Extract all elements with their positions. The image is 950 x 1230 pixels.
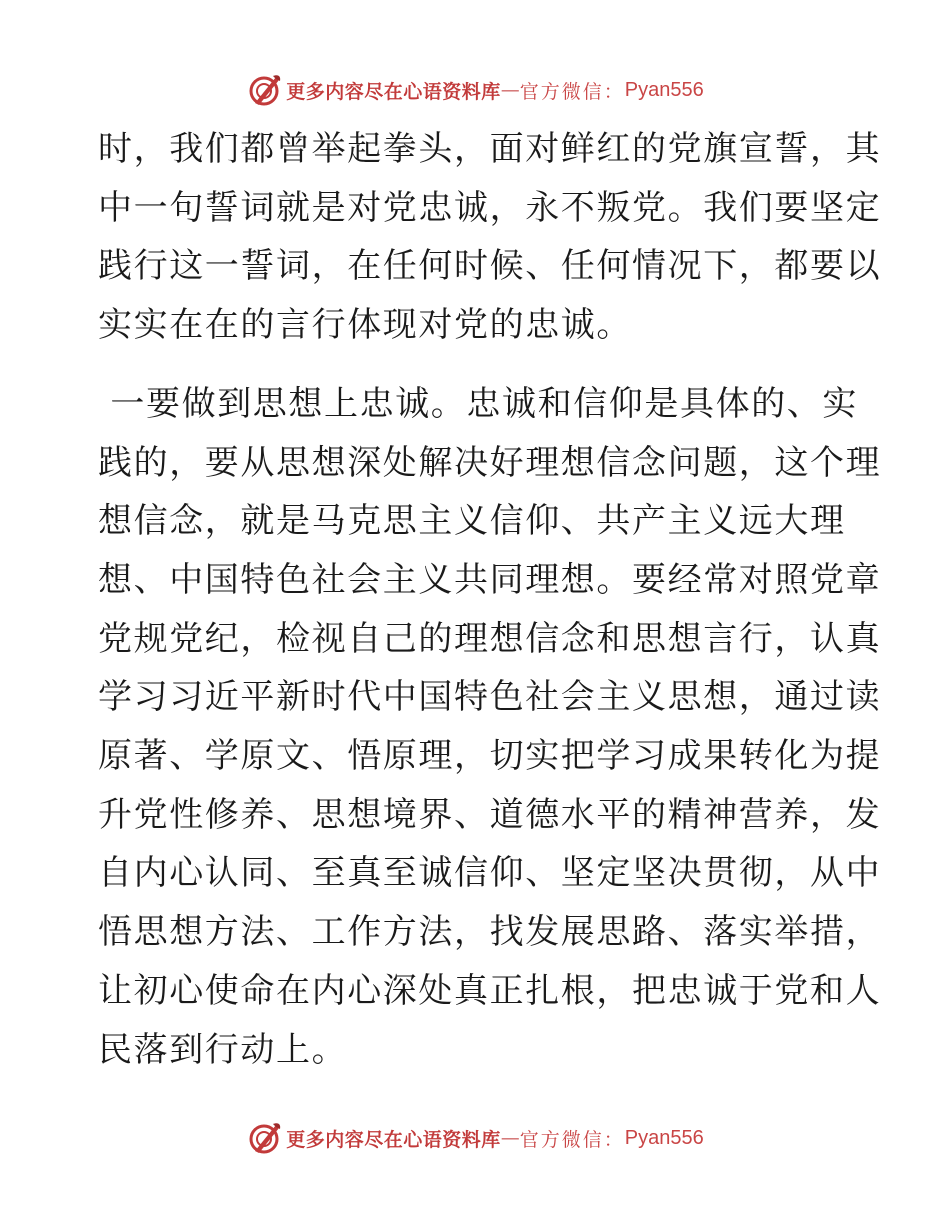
- text-line: 民落到行动上。: [98, 1029, 348, 1070]
- text-line: 升党性修养、思想境界、道德水平的精神营养，发: [98, 794, 882, 835]
- text-line: 中一句誓词就是对党忠诚，永不叛党。我们要坚定: [98, 187, 882, 228]
- paragraph-2: [98, 375, 882, 1079]
- text-line: 原著、学原文、悟原理，切实把学习成果转化为提: [98, 736, 882, 777]
- footer-wechat-id: Pyan556: [624, 1126, 704, 1149]
- footer-banner-title: 更多内容尽在心语资料库: [286, 1128, 501, 1151]
- text-line: 实实在在的言行体现对党的忠诚。: [98, 305, 632, 346]
- text-line: 一要做到思想上忠诚。忠诚和信仰是具体的、实: [98, 383, 859, 424]
- quill-logo-icon: [246, 72, 282, 108]
- text-line: 悟思想方法、工作方法，找发展思路、落实举措，: [98, 912, 882, 953]
- text-line: 时，我们都曾举起拳头，面对鲜红的党旗宣誓，其: [98, 129, 882, 169]
- paragraph-1: [98, 120, 882, 355]
- document-body: [98, 120, 882, 1079]
- text-line: 践行这一誓词，在任何时候、任何情况下，都要以: [98, 246, 882, 287]
- quill-logo-icon: [246, 1120, 282, 1156]
- text-line: 党规党纪，检视自己的理想信念和思想言行，认真: [98, 618, 882, 659]
- header-banner-title: 更多内容尽在心语资料库: [286, 80, 501, 103]
- header-wechat-label: 官方微信：: [519, 80, 625, 103]
- header-wechat-id: Pyan556: [624, 78, 704, 101]
- text-line: 践的，要从思想深处解决好理想信念问题，这个理: [98, 442, 882, 483]
- text-line: 想、中国特色社会主义共同理想。要经常对照党章: [98, 559, 882, 600]
- text-line: 自内心认同、至真至诚信仰、坚定坚决贯彻，从中: [98, 853, 882, 894]
- footer-wechat-label: 官方微信：: [519, 1128, 625, 1151]
- text-line: 想信念，就是马克思主义信仰、共产主义远大理: [98, 501, 846, 542]
- footer-banner: [0, 1118, 950, 1158]
- footer-banner-separator: —: [500, 1127, 520, 1149]
- header-banner: [0, 70, 950, 110]
- header-banner-separator: —: [500, 79, 520, 101]
- text-line: 学习习近平新时代中国特色社会主义思想，通过读: [98, 677, 882, 718]
- text-line: 让初心使命在内心深处真正扎根，把忠诚于党和人: [98, 970, 882, 1011]
